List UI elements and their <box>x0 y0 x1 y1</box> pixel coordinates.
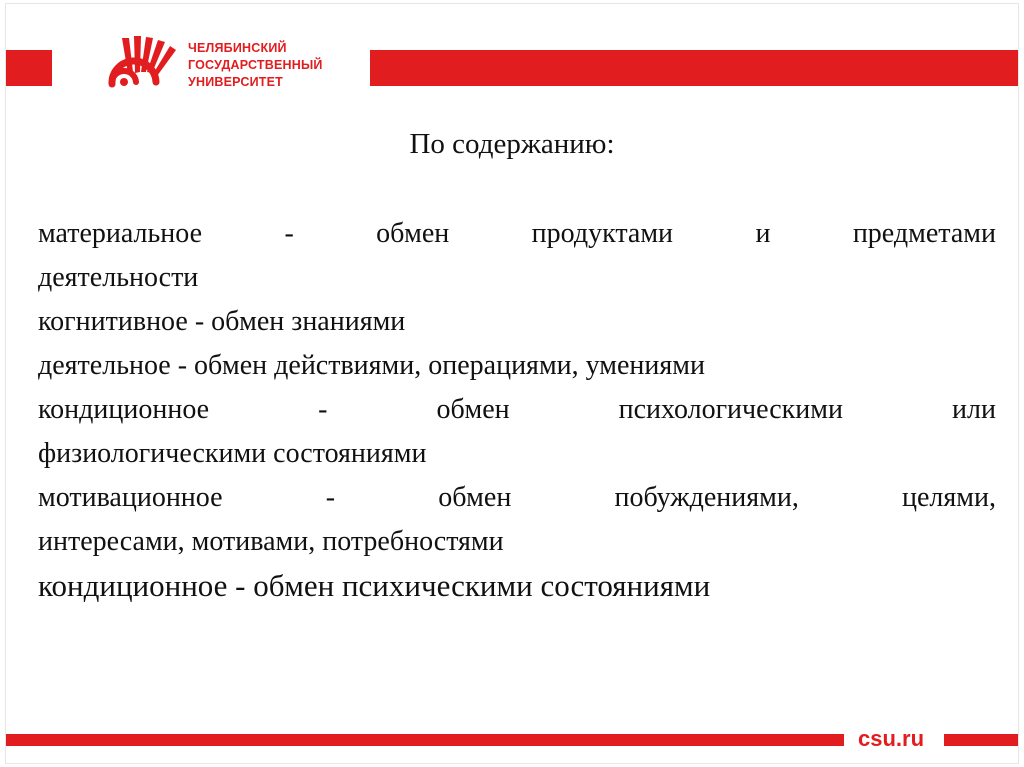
header-bar-right <box>370 50 1018 86</box>
word: - <box>284 218 294 249</box>
word: предметами <box>852 218 996 249</box>
word: целями, <box>902 482 996 513</box>
word: кондиционное <box>38 394 210 425</box>
text-line-2: деятельности <box>38 262 199 293</box>
word: мотивационное <box>38 482 223 513</box>
footer-bar-left <box>6 734 844 746</box>
word: обмен <box>436 394 510 425</box>
word: побуждениями, <box>614 482 799 513</box>
text-line-4: деятельное - обмен действиями, операциями, умениями <box>38 350 705 381</box>
header-bar-left <box>6 50 52 86</box>
text-line-6: физиологическими состояниями <box>38 438 427 469</box>
word: психологическими <box>618 394 843 425</box>
word: обмен <box>376 218 450 249</box>
text-line-7 <box>38 476 996 520</box>
text-line-5 <box>38 388 996 432</box>
slide-heading: По содержанию: <box>409 128 615 160</box>
word: обмен <box>438 482 512 513</box>
university-name-line2: ГОСУДАРСТВЕННЫЙ <box>188 58 323 72</box>
word: - <box>318 394 328 425</box>
word: материальное <box>38 218 203 249</box>
footer-bar-right <box>944 734 1018 746</box>
slide-body <box>38 212 996 608</box>
university-name-line3: УНИВЕРСИТЕТ <box>188 75 283 89</box>
university-name-line1: ЧЕЛЯБИНСКИЙ <box>188 41 287 55</box>
site-link[interactable]: csu.ru <box>858 726 925 751</box>
text-line-3: когнитивное - обмен знаниями <box>38 306 406 337</box>
slide <box>6 4 1018 763</box>
word: или <box>952 394 996 425</box>
text-line-8: интересами, мотивами, потребностями <box>38 526 504 557</box>
university-name <box>188 40 323 91</box>
text-line-9: кондиционное - обмен психическими состояниями <box>38 568 711 603</box>
word: - <box>325 482 336 513</box>
word: и <box>755 218 771 249</box>
university-logo-icon <box>82 32 182 102</box>
text-line-1 <box>38 212 996 256</box>
word: продуктами <box>531 218 674 249</box>
